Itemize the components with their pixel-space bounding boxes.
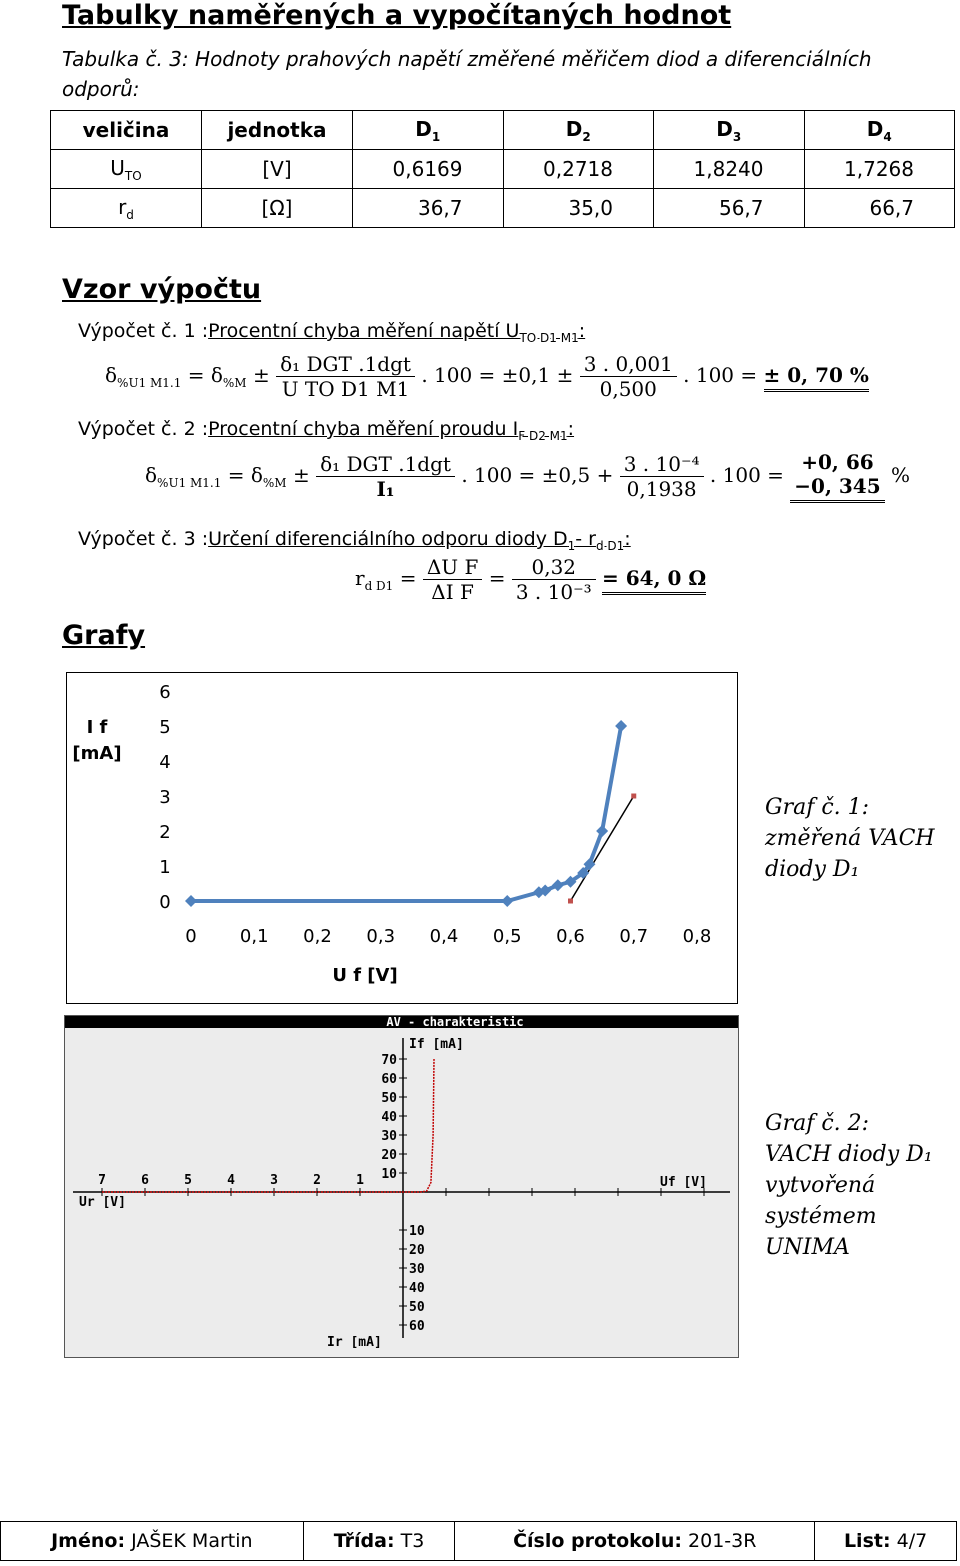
y-tick-label: 50 (381, 1091, 397, 1106)
value-cell: 1,8240 (654, 150, 805, 189)
x-tick-label: 0,2 (303, 926, 332, 947)
graph1-xlabel: U f [V] (332, 965, 398, 986)
footer-protocol: Číslo protokolu: 201-3R (455, 1522, 815, 1561)
y-tick-label: 2 (159, 822, 171, 843)
x-tick-label: 3 (270, 1173, 278, 1188)
section-heading-calc: Vzor výpočtu (62, 274, 262, 305)
footer-page: List: 4/7 (815, 1522, 957, 1561)
header-cell: jednotka (202, 111, 353, 150)
value-cell: 36,7 (353, 189, 504, 228)
y-tick-label: 60 (409, 1319, 425, 1334)
y-tick-label: 40 (409, 1281, 425, 1296)
graph1-ylabel: [mA] (72, 743, 122, 764)
section-heading-graphs: Grafy (62, 620, 146, 651)
quantity-cell: $r_d$ (51, 189, 202, 228)
x-tick-label: 0,1 (239, 926, 269, 947)
calc2-result: +0, 66 −0, 345 (790, 450, 884, 503)
y-tick-label: 30 (381, 1129, 397, 1144)
footer-name: Jméno: JAŠEK Martin (1, 1522, 304, 1561)
data-point (185, 895, 197, 907)
y-tick-label: 0 (159, 892, 171, 913)
table-caption: Tabulka č. 3: Hodnoty prahových napětí změřené měřičem diod a diferenciálních odporů: (62, 47, 872, 101)
table-row (51, 189, 955, 228)
footer-row (1, 1522, 957, 1561)
graph2-chart (65, 1016, 738, 1357)
value-cell: 56,7 (654, 189, 805, 228)
values-table (50, 110, 955, 228)
graph2-neg-ylabel: Ir [mA] (327, 1335, 382, 1350)
x-tick-label: 0,6 (556, 926, 585, 947)
graph1-caption: Graf č. 1: změřená VACH diody D₁ (765, 795, 935, 882)
x-tick-label: 0,4 (429, 926, 459, 947)
data-point (615, 720, 627, 732)
graph2-xlabel: Uf [V] (660, 1175, 707, 1190)
calc2-heading: Výpočet č. 2 :Procentní chyba měření proudu $I_{F D2 M1}$: (78, 418, 575, 443)
calc3-heading: Výpočet č. 3 :Určení diferenciálního odporu diody $D_1-$ $r_{d D1}$: (78, 528, 631, 553)
unit-cell: [Ω] (202, 189, 353, 228)
y-tick-label: 3 (159, 787, 171, 808)
data-point (552, 879, 564, 891)
page-title: Tabulky naměřených a vypočítaných hodnot (62, 0, 732, 31)
tangent-point (568, 899, 573, 904)
tangent-point (631, 794, 636, 799)
x-tick-label: 1 (356, 1173, 364, 1188)
graph2-ylabel: If [mA] (409, 1037, 464, 1052)
graph1-ylabel: I f (86, 717, 108, 738)
graph2-title: AV - charakteristic (386, 1016, 524, 1029)
value-cell: 0,6169 (353, 150, 504, 189)
footer-table (0, 1521, 957, 1561)
calc3-result: = 64, 0 Ω (602, 566, 706, 595)
y-tick-label: 1 (159, 857, 171, 878)
footer-class: Třída: T3 (303, 1522, 455, 1561)
table-header-row (51, 111, 955, 150)
graph1-chart (67, 673, 737, 1003)
y-tick-label: 10 (381, 1167, 397, 1182)
value-cell: 35,0 (503, 189, 654, 228)
y-tick-label: 70 (381, 1053, 397, 1068)
y-tick-label: 20 (409, 1243, 425, 1258)
graph2-neg-xlabel: Ur [V] (79, 1195, 126, 1210)
y-tick-label: 10 (409, 1224, 425, 1239)
y-tick-label: 4 (159, 752, 171, 773)
x-tick-label: 2 (313, 1173, 321, 1188)
header-cell: $D_3$ (654, 111, 805, 150)
y-tick-label: 20 (381, 1148, 397, 1163)
y-tick-label: 60 (381, 1072, 397, 1087)
header-cell: $D_1$ (353, 111, 504, 150)
y-tick-label: 6 (159, 682, 171, 703)
x-tick-label: 0,8 (682, 926, 712, 947)
calc2-formula: $\delta_{\%U1 M1.1} = \delta_{\%M}$ ± $\frac{\text{δ₁ DGT .1dgt}}{\text{I₁}}$ . 100 = ±0,5 + $\frac{\text{3 . 10⁻⁴}}{0,1938}$ . 100 = +0, 66 −0, 345 % (145, 450, 911, 501)
x-tick-label: 0,7 (619, 926, 649, 947)
value-cell: 66,7 (804, 189, 955, 228)
calc1-result: ± 0, 70 % (764, 363, 869, 392)
y-tick-label: 50 (409, 1300, 425, 1315)
header-cell: $D_2$ (503, 111, 654, 150)
x-tick-label: 0,3 (366, 926, 396, 947)
value-cell: 0,2718 (503, 150, 654, 189)
calc1-heading: Výpočet č. 1 :Procentní chyba měření napětí $U_{TO D1 M1}$: (78, 320, 586, 345)
quantity-cell: $U_{TO}$ (51, 150, 202, 189)
header-cell: $D_4$ (804, 111, 955, 150)
data-point (596, 825, 608, 837)
x-tick-label: 0,5 (492, 926, 522, 947)
graph2-caption: Graf č. 2: VACH diody D₁ vytvořená systémem UNIMA (765, 1111, 933, 1260)
calc3-formula: $r_{d D1}$ = $\frac{\text{ΔU F}}{\text{ΔI F}}$ = $\frac{0,32}{\text{3 . 10⁻³}}$ = 64, 0 Ω (355, 555, 707, 604)
x-tick-label: 6 (141, 1173, 149, 1188)
graph2-frame (64, 1015, 739, 1358)
unit-cell: [V] (202, 150, 353, 189)
vach-series-line (191, 726, 621, 901)
y-tick-label: 30 (409, 1262, 425, 1277)
header-cell: veličina (51, 111, 202, 150)
tangent-line (571, 796, 634, 901)
value-cell: 1,7268 (804, 150, 955, 189)
graph1-frame (66, 672, 738, 1004)
x-tick-label: 5 (184, 1173, 192, 1188)
data-point (501, 895, 513, 907)
x-tick-label: 4 (227, 1173, 235, 1188)
x-tick-label: 7 (98, 1173, 106, 1188)
calc1-formula: $\delta_{\%U1 M1.1} = \delta_{\%M}$ ± $\frac{\text{δ₁ DGT .1dgt}}{\text{U TO D1 M1}}$ . 100 = ±0,1 ± $\frac{3 . 0,001}{0,500}$ . 100 = ± 0, 70 % (105, 352, 869, 401)
table-row (51, 150, 955, 189)
y-tick-label: 5 (159, 717, 171, 738)
y-tick-label: 40 (381, 1110, 397, 1125)
x-tick-label: 0 (185, 926, 197, 947)
